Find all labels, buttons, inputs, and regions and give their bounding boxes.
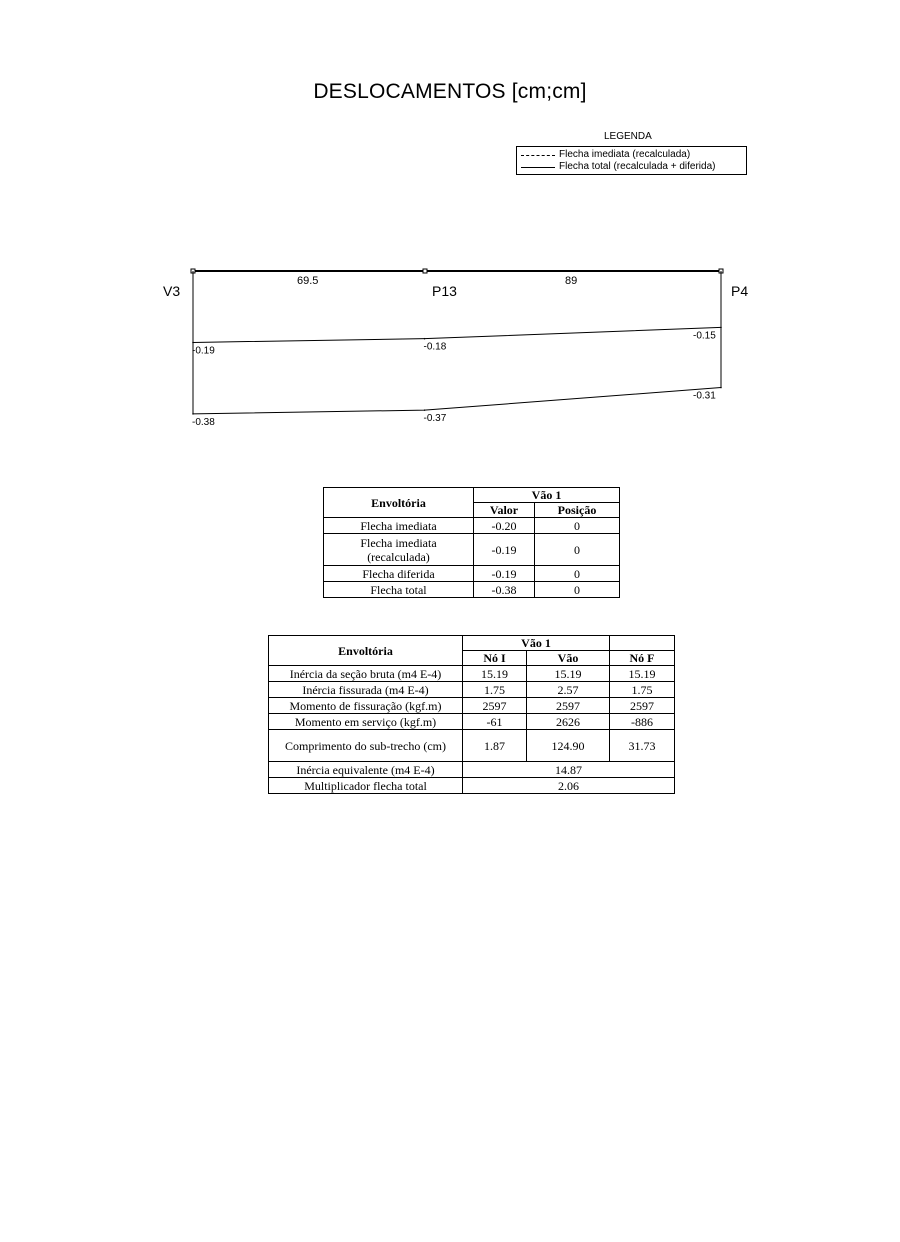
- table-row: [269, 730, 675, 762]
- row-label: Momento de fissuração (kgf.m): [269, 698, 463, 714]
- table-row: [324, 566, 620, 582]
- cell-position: 0: [535, 534, 620, 566]
- span-length-label-2: 89: [565, 275, 578, 287]
- cell-value: -61: [463, 714, 527, 730]
- cell-value: -0.20: [474, 518, 535, 534]
- cell-value: 15.19: [463, 666, 527, 682]
- cell-value: 2597: [527, 698, 610, 714]
- cell-value: 15.19: [610, 666, 675, 682]
- table-row: [269, 666, 675, 682]
- legend-label: Flecha imediata (recalculada): [559, 149, 691, 160]
- row-label: Momento em serviço (kgf.m): [269, 714, 463, 730]
- legend-title: LEGENDA: [604, 131, 652, 142]
- cell-value: -0.19: [474, 534, 535, 566]
- table-row: [324, 518, 620, 534]
- row-label: Multiplicador flecha total: [269, 778, 463, 794]
- cell-value: -886: [610, 714, 675, 730]
- table-header: Envoltória: [269, 636, 463, 666]
- cell-value: 2597: [610, 698, 675, 714]
- span-length-label-1: 69.5: [297, 275, 319, 287]
- column-header: Vão: [527, 651, 610, 666]
- table-row: [269, 714, 675, 730]
- cell-value: 31.73: [610, 730, 675, 762]
- row-label: Inércia fissurada (m4 E-4): [269, 682, 463, 698]
- row-label: Flecha diferida: [324, 566, 474, 582]
- cell-value: 15.19: [527, 666, 610, 682]
- column-header: Nó F: [610, 651, 675, 666]
- data-point: [192, 413, 194, 415]
- cell-value: 2626: [527, 714, 610, 730]
- data-label: -0.15: [693, 330, 716, 342]
- page-title: DESLOCAMENTOS [cm;cm]: [313, 80, 587, 103]
- table-row: [269, 698, 675, 714]
- data-point: [720, 327, 722, 329]
- data-point: [424, 338, 426, 340]
- cell-position: 0: [535, 518, 620, 534]
- empty-header-cell: [610, 636, 675, 651]
- merged-cell-value: 2.06: [463, 778, 675, 794]
- cell-value: 2597: [463, 698, 527, 714]
- merged-cell-value: 14.87: [463, 762, 675, 778]
- row-label: Flecha imediata (recalculada): [324, 534, 474, 566]
- cell-position: 0: [535, 566, 620, 582]
- cell-value: -0.38: [474, 582, 535, 598]
- table-row: [269, 778, 675, 794]
- table-row: [324, 582, 620, 598]
- table-group-header: Vão 1: [474, 488, 620, 503]
- cell-value: 1.75: [463, 682, 527, 698]
- column-header: Posição: [535, 503, 620, 518]
- data-point: [424, 409, 426, 411]
- inertia-table: [268, 635, 675, 794]
- table-row: [324, 534, 620, 566]
- data-label: -0.19: [192, 345, 215, 357]
- column-header: Nó I: [463, 651, 527, 666]
- table-header: Envoltória: [324, 488, 474, 518]
- row-label: Flecha total: [324, 582, 474, 598]
- table-group-header: Vão 1: [463, 636, 610, 651]
- envelope-table: [323, 487, 620, 598]
- support-label-p13: P13: [432, 283, 457, 299]
- series-line-immediate: [193, 327, 721, 342]
- column-header: Valor: [474, 503, 535, 518]
- row-label: Inércia da seção bruta (m4 E-4): [269, 666, 463, 682]
- row-label: Comprimento do sub-trecho (cm): [269, 730, 463, 762]
- data-label: -0.18: [423, 341, 447, 353]
- table-row: [269, 762, 675, 778]
- data-label: -0.37: [423, 413, 447, 425]
- cell-value: 2.57: [527, 682, 610, 698]
- displacement-diagram: [0, 0, 900, 470]
- table-row: [269, 682, 675, 698]
- cell-value: 1.87: [463, 730, 527, 762]
- legend-label: Flecha total (recalculada + diferida): [559, 161, 716, 172]
- series-line-total: [193, 388, 721, 414]
- support-node-p13: [423, 269, 427, 273]
- support-label-v3: V3: [163, 283, 181, 299]
- data-point: [192, 342, 194, 344]
- data-point: [720, 387, 722, 389]
- cell-value: 1.75: [610, 682, 675, 698]
- row-label: Inércia equivalente (m4 E-4): [269, 762, 463, 778]
- row-label: Flecha imediata: [324, 518, 474, 534]
- cell-value: -0.19: [474, 566, 535, 582]
- data-label: -0.31: [693, 390, 716, 402]
- cell-position: 0: [535, 582, 620, 598]
- cell-value: 124.90: [527, 730, 610, 762]
- support-label-p4: P4: [731, 283, 749, 299]
- data-label: -0.38: [192, 416, 215, 428]
